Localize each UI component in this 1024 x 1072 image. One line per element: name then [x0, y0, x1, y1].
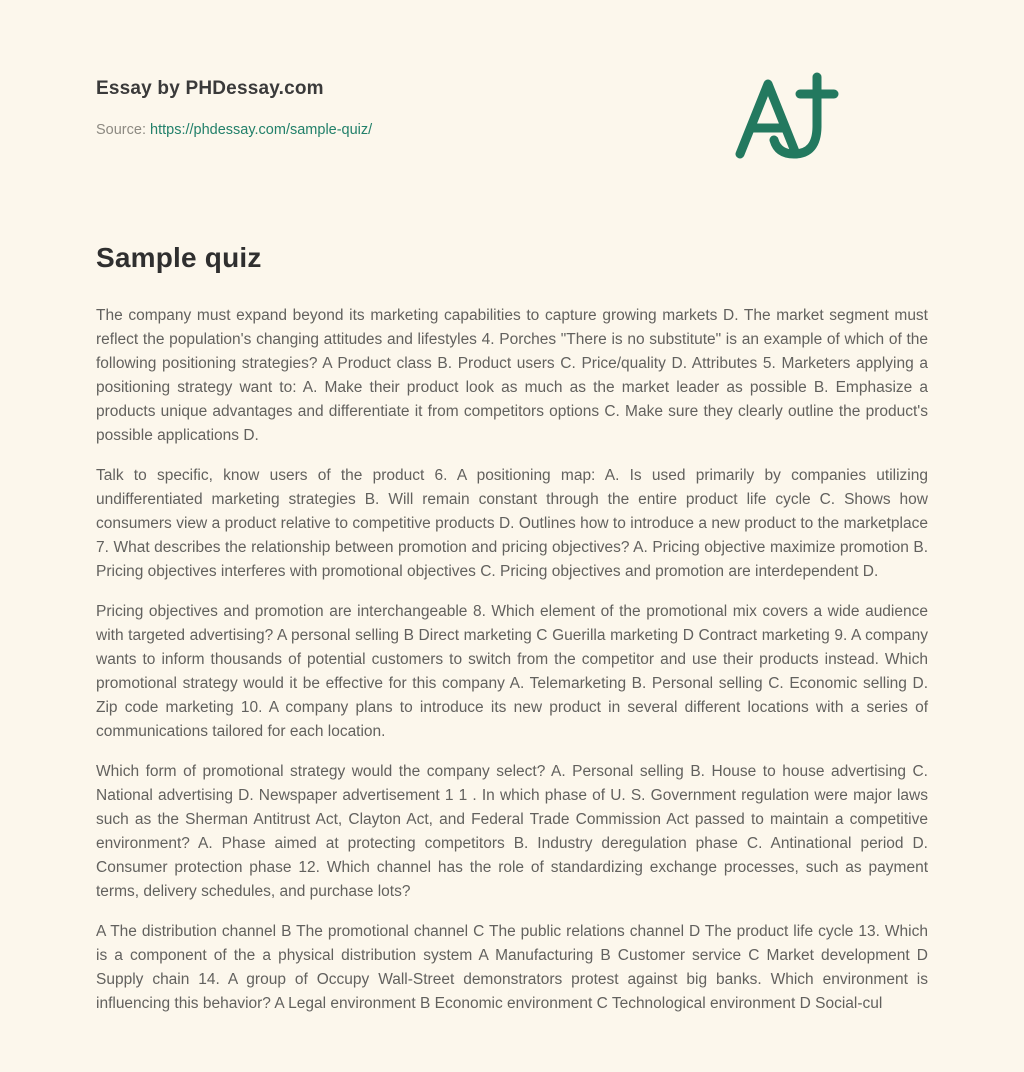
- essay-paragraph: The company must expand beyond its marketing capabilities to capture growing markets D. The market segment must reflect the population's changing attitudes and lifestyles 4. Porches "There is no substitute" is an example of which of the following positioning strategies? A Product class B. Product users C. Price/quality D. Attributes 5. Marketers applying a positioning strategy want to: A. Make their product look as much as the market leader as possible B. Emphasize a products unique advantages and differentiate it from competitors options C. Make sure they clearly outline the product's possible applications D.: [96, 307, 928, 444]
- essay-paragraph: A The distribution channel B The promotional channel C The public relations channel D The product life cycle 13. Which is a component of the a physical distribution system A Manufacturing B Customer service C Market development D Supply chain 14. A group of Occupy Wall-Street demonstrators protest against big banks. Which environment is influencing this behavior? A Legal environment B Economic environment C Technological environment D Social-cul: [96, 923, 928, 1012]
- essay-paragraph: Which form of promotional strategy would the company select? A. Personal selling B. House to house advertising C. National advertising D. Newspaper advertisement 1 1 . In which phase of U. S. Government regulation were major laws such as the Sherman Antitrust Act, Clayton Act, and Federal Trade Commission Act passed to maintain a competitive environment? A. Phase aimed at protecting competitors B. Industry deregulation phase C. Antinational period D. Consumer protection phase 12. Which channel has the role of standardizing exchange processes, such as payment terms, delivery schedules, and purchase lots?: [96, 763, 928, 900]
- essay-paragraph: Pricing objectives and promotion are interchangeable 8. Which element of the promotional mix covers a wide audience with targeted advertising? A personal selling B Direct marketing C Guerilla marketing D Contract marketing 9. A company wants to inform thousands of potential customers to switch from the competitor and use their products instead. Which promotional strategy would it be effective for this company A. Telemarketing B. Personal selling C. Economic selling D. Zip code marketing 10. A company plans to introduce its new product in several different locations with a series of communications tailored for each location.: [96, 603, 928, 740]
- byline: Essay by PHDessay.com: [96, 78, 324, 99]
- source-url-link[interactable]: https://phdessay.com/sample-quiz/: [150, 122, 373, 138]
- source-label: Source:: [96, 122, 146, 138]
- phdessay-logo-icon: [728, 70, 840, 162]
- essay-paragraph: Talk to specific, know users of the product 6. A positioning map: A. Is used primarily by companies utilizing undifferentiated marketing strategies B. Will remain constant through the entire product life cycle C. Shows how consumers view a product relative to competitive products D. Outlines how to introduce a new product to the marketplace 7. What describes the relationship between promotion and pricing objectives? A. Pricing objective maximize promotion B. Pricing objectives interferes with promotional objectives C. Pricing objectives and promotion are interdependent D.: [96, 467, 928, 580]
- essay-body: [96, 304, 928, 1016]
- page-header: [96, 78, 928, 138]
- page-title: Sample quiz: [96, 242, 262, 273]
